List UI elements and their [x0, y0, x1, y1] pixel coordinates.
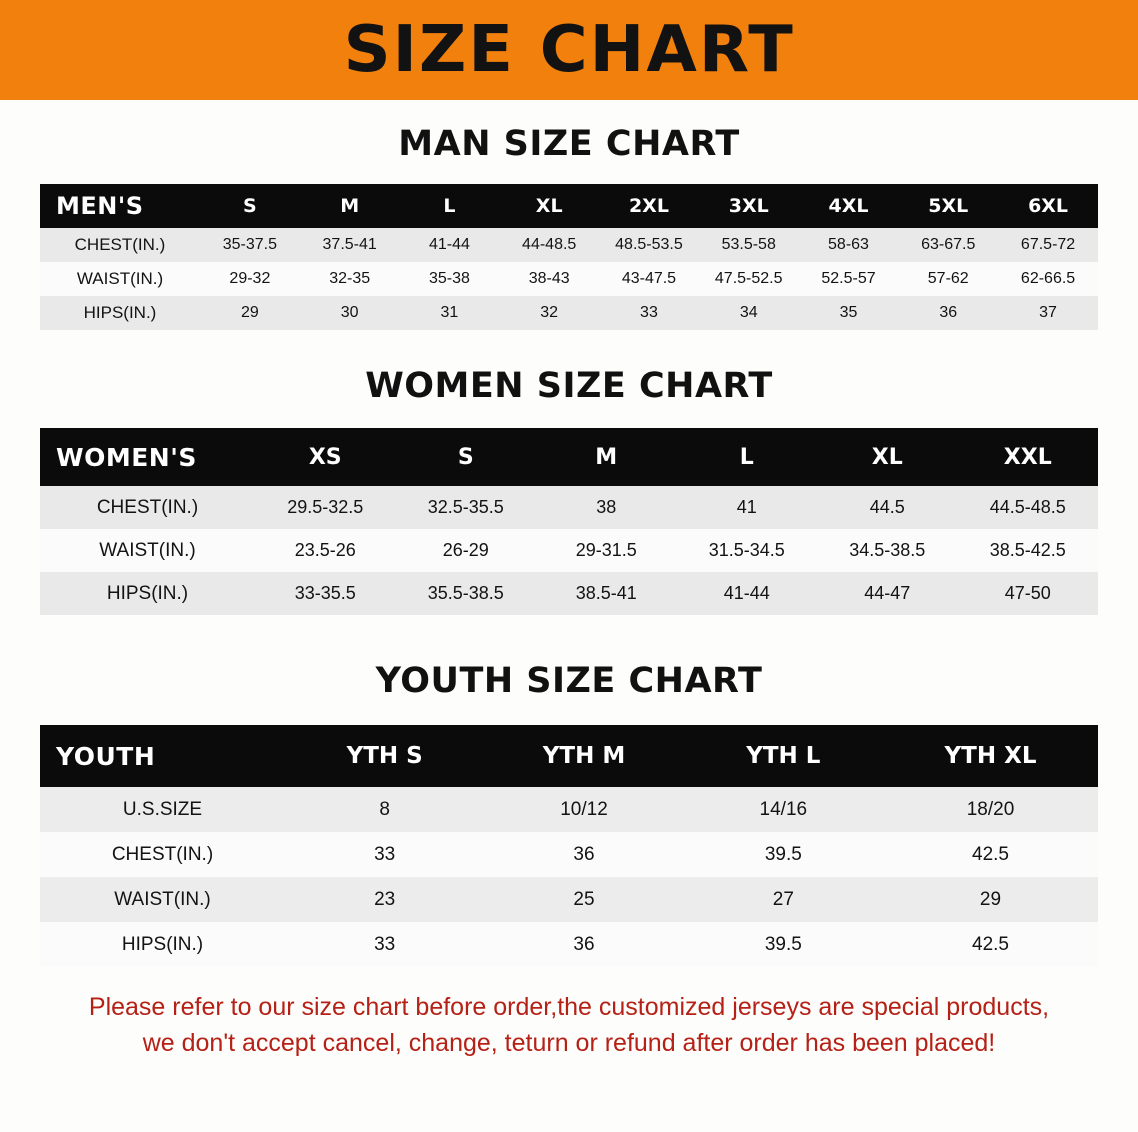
women-header-cell: WOMEN'S — [40, 428, 255, 486]
table-cell: 18/20 — [966, 798, 1015, 820]
man-header-cell: S — [200, 184, 300, 228]
table-cell: 34.5-38.5 — [849, 540, 926, 560]
table-cell: 47-50 — [1004, 583, 1051, 603]
youth-header-cell: YTH XL — [883, 725, 1098, 787]
table-cell: 37.5-41 — [322, 236, 377, 253]
table-cell: 44-47 — [864, 583, 911, 603]
table-cell: 42.5 — [972, 933, 1009, 955]
table-cell: 63-67.5 — [921, 236, 976, 253]
youth-section-heading: YOUTH SIZE CHART — [375, 661, 763, 701]
table-cell: 38-43 — [528, 270, 570, 287]
table-cell: 44.5 — [869, 497, 905, 517]
man-header-cell: XL — [499, 184, 599, 228]
table-cell: 39.5 — [764, 933, 802, 955]
policy-note-line-1: Please refer to our size chart before order,the customized jerseys are special products, — [88, 993, 1050, 1021]
table-cell: 67.5-72 — [1020, 236, 1076, 253]
page-title: SIZE CHART — [343, 13, 795, 87]
table-cell: 47.5-52.5 — [714, 270, 783, 287]
row-label: U.S.SIZE — [122, 798, 203, 820]
table-cell: 42.5 — [972, 843, 1009, 865]
table-row — [40, 228, 1098, 262]
row-label: HIPS(IN.) — [121, 933, 204, 955]
table-cell: 29-32 — [229, 270, 271, 287]
man-table-wrapper — [40, 184, 1098, 330]
women-header-cell: XL — [817, 428, 958, 486]
table-row — [40, 832, 1098, 877]
table-cell: 62-66.5 — [1020, 270, 1076, 287]
table-cell: 52.5-57 — [821, 270, 876, 287]
table-cell: 26-29 — [442, 540, 489, 560]
man-table-head — [40, 184, 1098, 228]
table-cell: 33 — [640, 304, 658, 321]
man-header-cell: L — [400, 184, 500, 228]
table-cell: 48.5-53.5 — [615, 236, 683, 253]
youth-header-cell: YOUTH — [40, 725, 285, 787]
table-cell: 23.5-26 — [294, 540, 356, 560]
table-cell: 33 — [374, 843, 396, 865]
policy-note — [36, 989, 1102, 1062]
youth-table-body — [40, 787, 1098, 967]
women-header-cell: S — [396, 428, 537, 486]
page-banner — [0, 0, 1138, 100]
row-label: CHEST(IN.) — [74, 235, 166, 254]
table-cell: 35-38 — [428, 270, 470, 287]
table-cell: 38.5-42.5 — [989, 540, 1066, 560]
table-cell: 29 — [240, 304, 259, 321]
row-label: CHEST(IN.) — [111, 843, 214, 865]
table-row — [40, 486, 1098, 529]
table-cell: 38 — [596, 497, 617, 517]
table-cell: 41-44 — [428, 236, 470, 253]
table-row — [40, 529, 1098, 572]
youth-header-cell: YTH S — [285, 725, 484, 787]
table-cell: 8 — [379, 798, 390, 820]
table-header-row — [40, 184, 1098, 228]
table-cell: 41-44 — [723, 583, 770, 603]
women-table-head — [40, 428, 1098, 486]
man-header-cell: 6XL — [998, 184, 1098, 228]
table-cell: 44-48.5 — [522, 236, 577, 253]
table-cell: 34 — [739, 304, 758, 321]
row-label: CHEST(IN.) — [96, 496, 199, 518]
table-cell: 36 — [573, 843, 595, 865]
man-header-cell: 5XL — [898, 184, 998, 228]
women-table-body — [40, 486, 1098, 615]
table-cell: 44.5-48.5 — [989, 497, 1066, 517]
table-cell: 43-47.5 — [621, 270, 677, 287]
man-table-body — [40, 228, 1098, 330]
table-cell: 31 — [440, 304, 459, 321]
women-header-cell: XS — [255, 428, 396, 486]
table-header-row — [40, 725, 1098, 787]
women-table-wrapper — [40, 428, 1098, 615]
row-label: HIPS(IN.) — [106, 582, 189, 604]
table-cell: 35.5-38.5 — [427, 583, 504, 603]
table-cell: 32 — [540, 304, 559, 321]
table-row — [40, 262, 1098, 296]
table-cell: 29-31.5 — [575, 540, 637, 560]
row-label: WAIST(IN.) — [99, 539, 196, 561]
table-cell: 32.5-35.5 — [427, 497, 504, 517]
table-cell: 33 — [374, 933, 396, 955]
table-cell: 14/16 — [759, 798, 808, 820]
women-header-cell: XXL — [958, 428, 1099, 486]
table-row — [40, 877, 1098, 922]
row-label: HIPS(IN.) — [83, 303, 157, 322]
table-row — [40, 296, 1098, 330]
row-label: WAIST(IN.) — [114, 888, 211, 910]
women-header-cell: M — [536, 428, 677, 486]
youth-size-table — [40, 725, 1098, 967]
table-row — [40, 922, 1098, 967]
man-header-cell: 2XL — [599, 184, 699, 228]
table-cell: 36 — [939, 304, 958, 321]
table-cell: 29.5-32.5 — [287, 497, 364, 517]
table-cell: 10/12 — [560, 798, 608, 820]
table-cell: 41 — [736, 497, 757, 517]
table-cell: 35 — [839, 304, 858, 321]
table-cell: 38.5-41 — [575, 583, 637, 603]
man-header-cell: M — [300, 184, 400, 228]
table-cell: 32-35 — [329, 270, 371, 287]
man-header-cell: MEN'S — [40, 184, 200, 228]
table-cell: 31.5-34.5 — [708, 540, 785, 560]
man-size-table — [40, 184, 1098, 330]
table-cell: 35-37.5 — [222, 236, 278, 253]
man-section-heading: MAN SIZE CHART — [398, 124, 740, 164]
table-header-row — [40, 428, 1098, 486]
youth-header-cell: YTH M — [484, 725, 683, 787]
table-cell: 37 — [1039, 304, 1057, 321]
table-cell: 30 — [340, 304, 359, 321]
table-row — [40, 787, 1098, 832]
table-cell: 33-35.5 — [294, 583, 356, 603]
table-cell: 58-63 — [828, 236, 869, 253]
women-header-cell: L — [677, 428, 818, 486]
women-section-heading: WOMEN SIZE CHART — [365, 366, 773, 406]
table-cell: 25 — [573, 888, 595, 910]
table-cell: 27 — [772, 888, 794, 910]
man-header-cell: 4XL — [799, 184, 899, 228]
women-size-table — [40, 428, 1098, 615]
table-cell: 36 — [573, 933, 595, 955]
youth-header-cell: YTH L — [684, 725, 883, 787]
man-header-cell: 3XL — [699, 184, 799, 228]
policy-note-line-2: we don't accept cancel, change, teturn or refund after order has been placed! — [142, 1029, 996, 1058]
table-cell: 53.5-58 — [721, 236, 776, 253]
youth-table-head — [40, 725, 1098, 787]
table-cell: 23 — [374, 888, 396, 910]
table-cell: 29 — [979, 888, 1002, 910]
table-cell: 39.5 — [764, 843, 802, 865]
table-cell: 57-62 — [927, 270, 969, 287]
row-label: WAIST(IN.) — [76, 269, 164, 288]
table-row — [40, 572, 1098, 615]
youth-table-wrapper — [40, 725, 1098, 967]
